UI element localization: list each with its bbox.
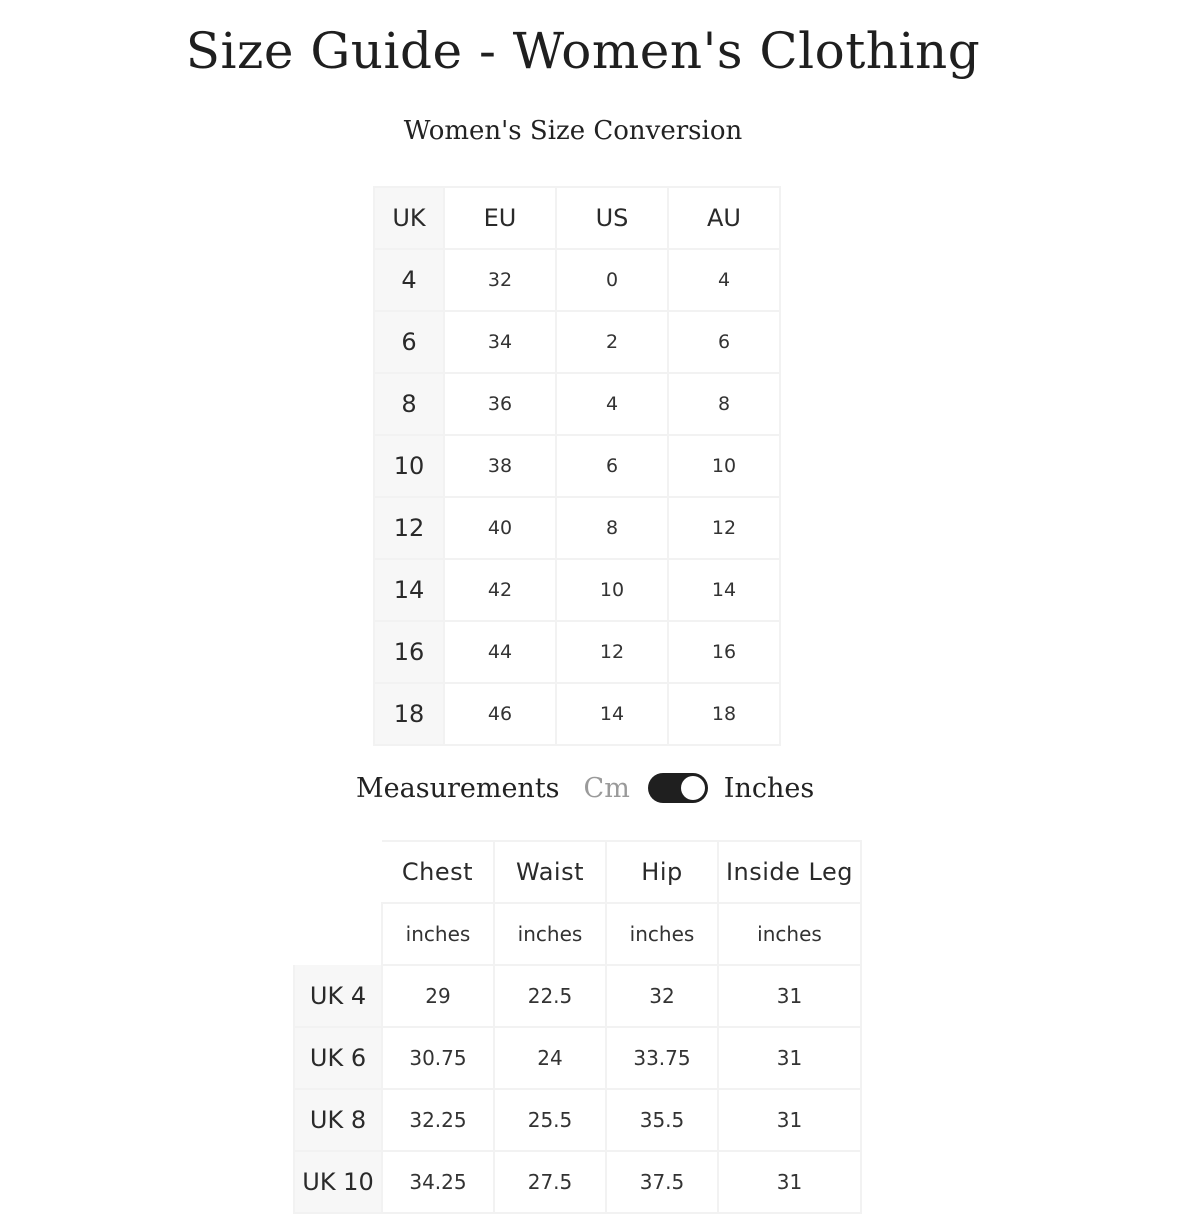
size-conversion-table — [373, 186, 781, 746]
cell-uk: 18 — [374, 683, 444, 745]
table-row — [374, 249, 780, 311]
table-row — [374, 373, 780, 435]
table-row — [374, 683, 780, 745]
header-eu: EU — [444, 187, 556, 249]
cell-uk: 14 — [374, 559, 444, 621]
cell-waist: 22.5 — [494, 965, 606, 1027]
table-unit-row — [294, 903, 861, 965]
cell-inside-leg: 31 — [718, 1089, 861, 1151]
table-row — [374, 497, 780, 559]
cell-waist: 27.5 — [494, 1151, 606, 1213]
cell-size: UK 4 — [294, 965, 382, 1027]
cell-hip: 37.5 — [606, 1151, 718, 1213]
cell-au: 4 — [668, 249, 780, 311]
unit-inches-label[interactable]: Inches — [723, 772, 815, 804]
cell-au: 10 — [668, 435, 780, 497]
header-hip: Hip — [606, 841, 718, 903]
header-au: AU — [668, 187, 780, 249]
cell-us: 8 — [556, 497, 668, 559]
unit-toggle[interactable] — [648, 773, 708, 803]
cell-hip: 32 — [606, 965, 718, 1027]
cell-us: 12 — [556, 621, 668, 683]
measurements-table — [293, 840, 862, 1214]
cell-us: 10 — [556, 559, 668, 621]
cell-eu: 34 — [444, 311, 556, 373]
cell-au: 12 — [668, 497, 780, 559]
cell-eu: 38 — [444, 435, 556, 497]
measurements-label: Measurements — [356, 772, 560, 804]
table-row — [374, 435, 780, 497]
page-title: Size Guide - Women's Clothing — [185, 22, 981, 80]
table-row — [374, 621, 780, 683]
unit-toggle-knob — [681, 776, 705, 800]
cell-hip: 35.5 — [606, 1089, 718, 1151]
header-chest: Chest — [382, 841, 494, 903]
cell-us: 0 — [556, 249, 668, 311]
unit-cm-label[interactable]: Cm — [583, 772, 630, 804]
conversion-title: Women's Size Conversion — [403, 116, 743, 146]
table-row — [294, 1151, 861, 1213]
cell-eu: 36 — [444, 373, 556, 435]
cell-au: 6 — [668, 311, 780, 373]
cell-uk: 6 — [374, 311, 444, 373]
cell-size: UK 8 — [294, 1089, 382, 1151]
cell-eu: 46 — [444, 683, 556, 745]
cell-eu: 42 — [444, 559, 556, 621]
table-row — [294, 1027, 861, 1089]
cell-inside-leg: 31 — [718, 1151, 861, 1213]
cell-au: 14 — [668, 559, 780, 621]
table-header-row — [294, 841, 861, 903]
cell-size: UK 10 — [294, 1151, 382, 1213]
table-row — [294, 1089, 861, 1151]
cell-chest: 30.75 — [382, 1027, 494, 1089]
header-waist: Waist — [494, 841, 606, 903]
header-blank — [294, 841, 382, 903]
cell-eu: 40 — [444, 497, 556, 559]
cell-chest: 34.25 — [382, 1151, 494, 1213]
header-inside-leg: Inside Leg — [718, 841, 861, 903]
cell-chest: 29 — [382, 965, 494, 1027]
cell-us: 6 — [556, 435, 668, 497]
unit-inside-leg: inches — [718, 903, 861, 965]
cell-uk: 4 — [374, 249, 444, 311]
table-header-row — [374, 187, 780, 249]
unit-blank — [294, 903, 382, 965]
cell-inside-leg: 31 — [718, 1027, 861, 1089]
cell-us: 4 — [556, 373, 668, 435]
cell-size: UK 6 — [294, 1027, 382, 1089]
cell-uk: 8 — [374, 373, 444, 435]
cell-uk: 12 — [374, 497, 444, 559]
cell-waist: 24 — [494, 1027, 606, 1089]
header-us: US — [556, 187, 668, 249]
table-row — [374, 559, 780, 621]
table-row — [294, 965, 861, 1027]
cell-us: 2 — [556, 311, 668, 373]
cell-eu: 32 — [444, 249, 556, 311]
cell-uk: 16 — [374, 621, 444, 683]
header-uk: UK — [374, 187, 444, 249]
cell-au: 18 — [668, 683, 780, 745]
unit-hip: inches — [606, 903, 718, 965]
cell-eu: 44 — [444, 621, 556, 683]
unit-chest: inches — [382, 903, 494, 965]
cell-chest: 32.25 — [382, 1089, 494, 1151]
unit-waist: inches — [494, 903, 606, 965]
cell-uk: 10 — [374, 435, 444, 497]
cell-au: 16 — [668, 621, 780, 683]
measurements-unit-switch — [356, 766, 814, 810]
cell-hip: 33.75 — [606, 1027, 718, 1089]
table-row — [374, 311, 780, 373]
cell-us: 14 — [556, 683, 668, 745]
cell-au: 8 — [668, 373, 780, 435]
cell-inside-leg: 31 — [718, 965, 861, 1027]
cell-waist: 25.5 — [494, 1089, 606, 1151]
